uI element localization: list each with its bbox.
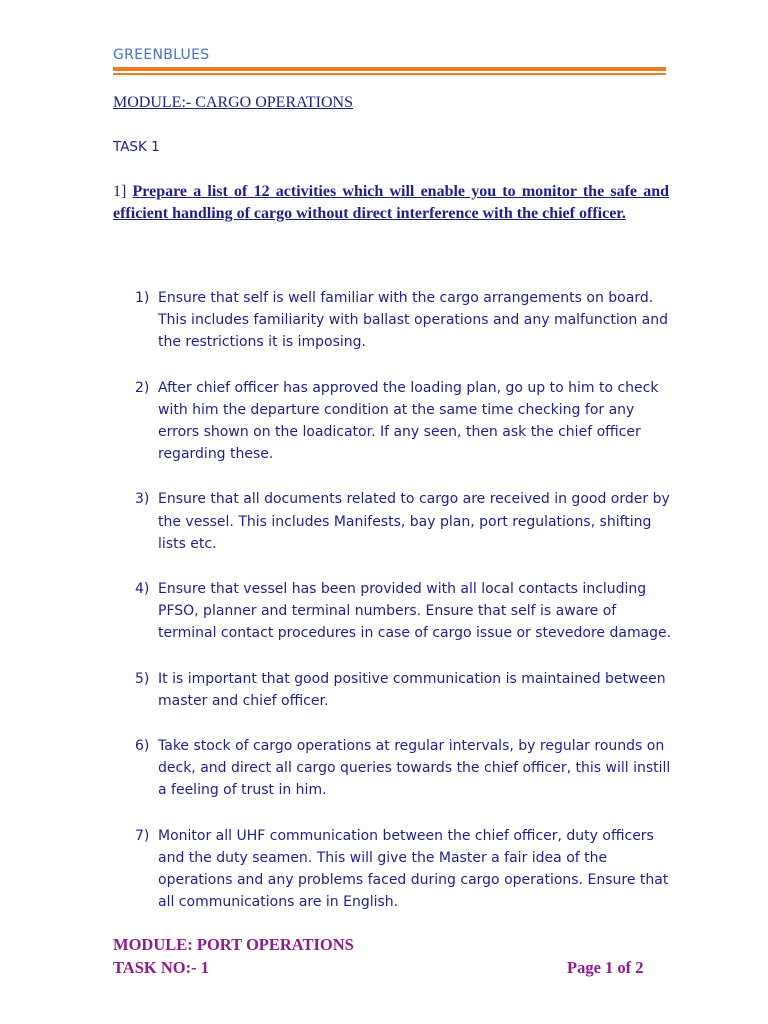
- header-rule-thick: [113, 67, 666, 71]
- list-item: [135, 488, 675, 555]
- question-number: 1]: [113, 183, 127, 200]
- list-item-number: 6): [135, 738, 150, 755]
- list-item-text: Ensure that all documents related to cargo are received in good order by the vessel. This includes Manifests, bay plan, port regulations, shifting lists etc.: [158, 491, 670, 552]
- question-text: Prepare a list of 12 activities which will enable you to monitor the safe and efficient handling of cargo without direct interference with the chief officer.: [113, 183, 670, 222]
- list-item-text: Monitor all UHF communication between the chief officer, duty officers and the duty seamen. This will give the Master a fair idea of the operations and any problems faced during cargo operations. Ensure that all communications are in English.: [158, 827, 669, 911]
- list-item-number: 4): [135, 581, 150, 598]
- list-item-number: 2): [135, 379, 150, 396]
- list-item: [135, 735, 675, 802]
- question: [113, 181, 669, 224]
- list-item-text: Ensure that vessel has been provided with all local contacts including PFSO, planner and terminal numbers. Ensure that self is aware of terminal contact procedures in case of cargo issue or stevedore damage.: [158, 581, 672, 642]
- footer-module: MODULE: PORT OPERATIONS: [113, 935, 354, 954]
- list-item-number: 1): [135, 290, 150, 306]
- list-item-text: Ensure that self is well familiar with the cargo arrangements on board. This includes familiarity with ballast operations and any malfunction and the restrictions it is imposing.: [158, 290, 669, 351]
- activity-list: [135, 287, 675, 936]
- list-item-number: 7): [135, 827, 150, 844]
- module-title: MODULE:- CARGO OPERATIONS: [113, 94, 354, 111]
- list-item-number: 3): [135, 491, 150, 508]
- list-item-text: After chief officer has approved the loading plan, go up to him to check with him the departure condition at the same time checking for any errors shown on the loadicator. If any seen, then ask the chief officer regarding these.: [158, 379, 659, 463]
- list-item-text: It is important that good positive communication is maintained between master and chief officer.: [158, 670, 666, 709]
- footer-task: TASK NO:- 1: [113, 958, 209, 977]
- task-label: TASK 1: [113, 139, 160, 155]
- list-item: [135, 578, 675, 645]
- list-item-text: Take stock of cargo operations at regular intervals, by regular rounds on deck, and direct all cargo queries towards the chief officer, this will instill a feeling of trust in him.: [158, 738, 671, 799]
- list-item-number: 5): [135, 670, 150, 687]
- footer-page-number: Page 1 of 2: [567, 958, 644, 977]
- list-item: [135, 377, 675, 466]
- list-item: [135, 825, 675, 914]
- header-rule-thin: [113, 73, 666, 75]
- header-brand: GREENBLUES: [113, 47, 210, 63]
- list-item: [135, 287, 675, 354]
- list-item: [135, 668, 675, 712]
